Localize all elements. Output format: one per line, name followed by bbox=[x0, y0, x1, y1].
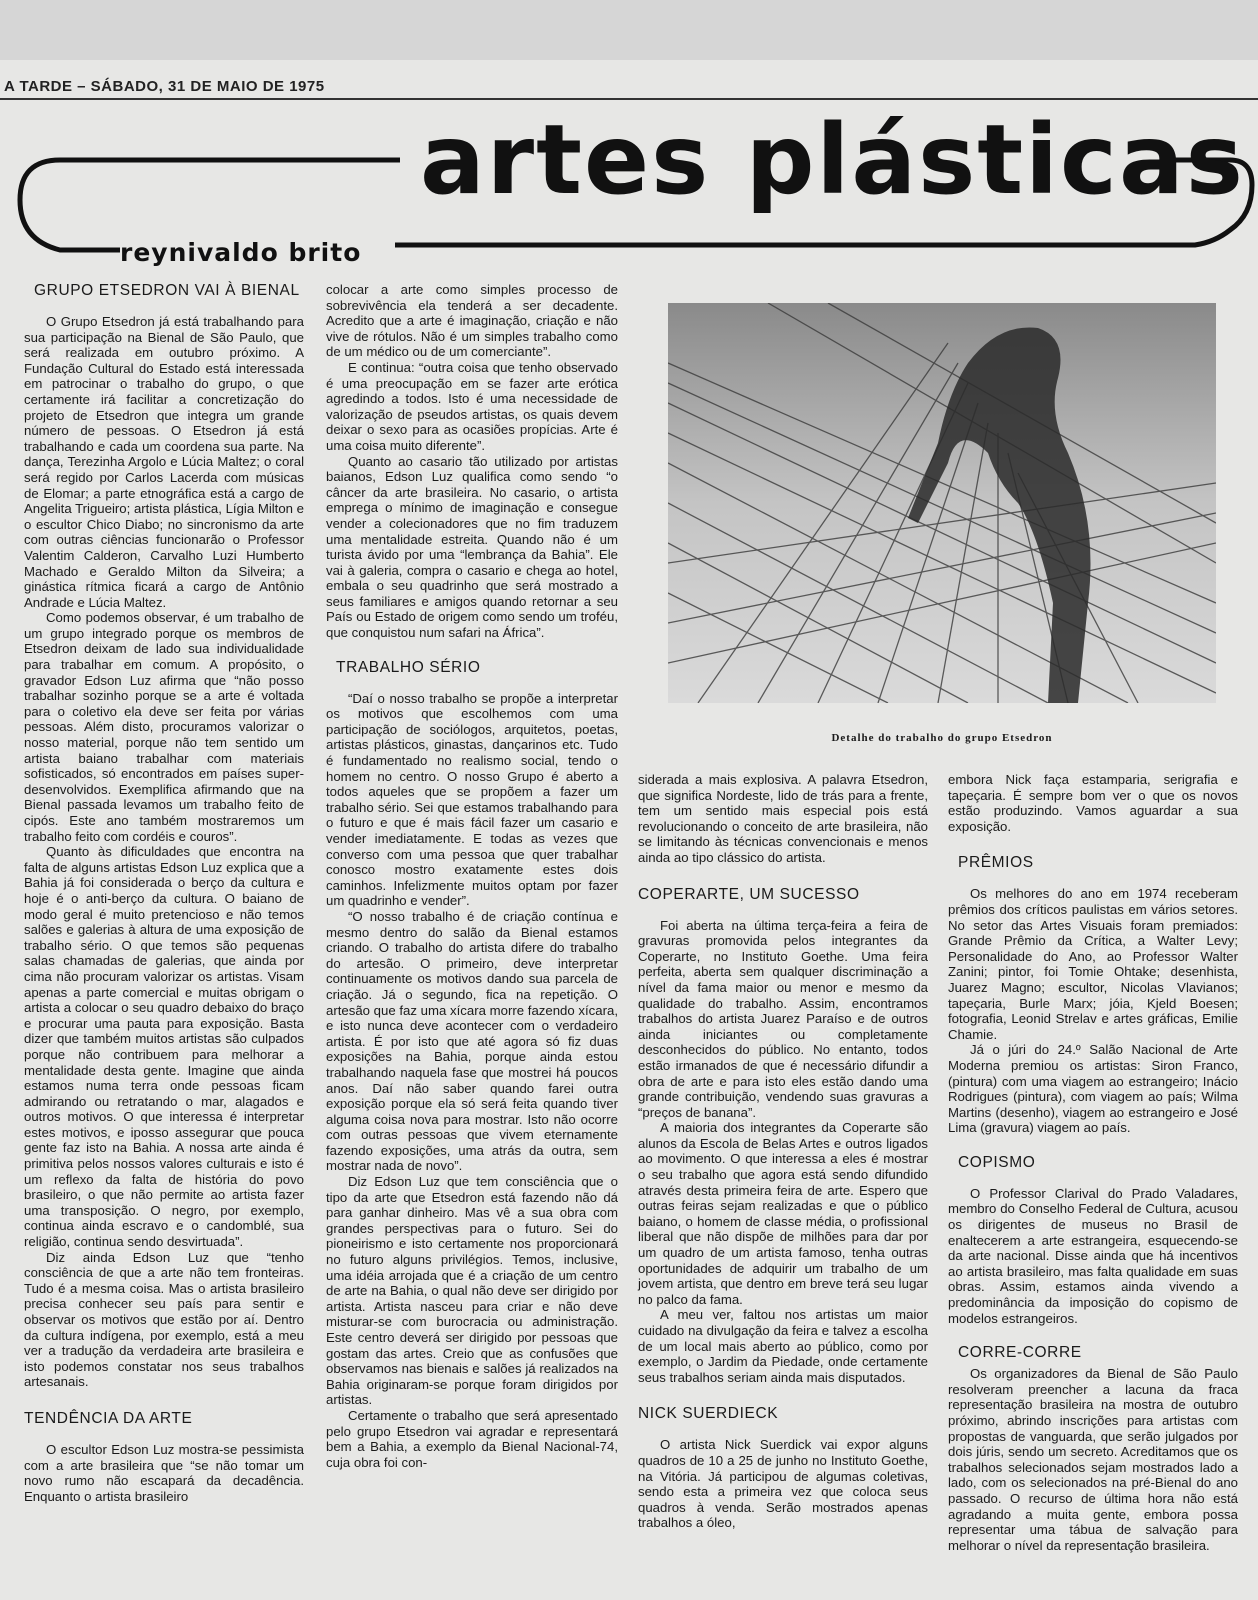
subhead-coperarte: COPERARTE, UM SUCESSO bbox=[638, 885, 860, 903]
photo-caption: Detalhe do trabalho do grupo Etsedron bbox=[831, 732, 1053, 744]
column-2 bbox=[326, 282, 618, 1470]
paragraph: A meu ver, faltou nos artistas um maior cuidado na divulgação da feira e talvez a escolha de um local mais aberto ao público, como por exemplo, o Jardim da Piedade, onde certamente seus trabalhos seriam ainda mais disputados. bbox=[638, 1307, 928, 1385]
paragraph: embora Nick faça estamparia, serigrafia e tapeçaria. É sempre bom ver o que os novos estão produzindo. Vamos aguardar a sua exposição. bbox=[948, 772, 1238, 834]
paragraph: Foi aberta na última terça-feira a feira de gravuras promovida pelos integrantes da Coperarte, no Instituto Goethe. Uma feira perfeita, aberta sem qualquer discriminação a nível da fama maior ou menor e mesmo da qualidade do trabalho. Assim, encontramos trabalhos do artista Juarez Paraíso e de outros ainda iniciantes ou completamente desconhecidos do público. No entanto, todos estão irmanados de que é necessário difundir a obra de arte e para isto eles estão dando uma grande contribuição, vendendo suas gravuras a “preços de banana”. bbox=[638, 917, 928, 1120]
column-1 bbox=[24, 282, 304, 1504]
paragraph: O escultor Edson Luz mostra-se pessimista com a arte brasileira que “se não tomar um novo rumo não escapará da decadência. Enquanto o artista brasileiro bbox=[24, 1441, 304, 1504]
paragraph: Como podemos observar, é um trabalho de um grupo integrado porque os membros de Etsedron deixam de lado sua individualidade para trabalhar em comum. A propósito, o gravador Edson Luz afirma que “não posso trabalhar sozinho porque se a arte é voltada para o coletivo ela deve ser feita por várias pessoas. Além disto, procuramos valorizar o nosso material, porque não tem sentido um artista baiano trabalhar com materiais sofisticados, só encontrados em países super-desenvolvidos. Exemplifica afirmando que na Bienal passada levamos um trabalho feito de cipós. Este ano também mostraremos um trabalho feito com cordéis e couros”. bbox=[24, 610, 304, 844]
headline-etsedron: GRUPO ETSEDRON VAI À BIENAL bbox=[34, 282, 300, 299]
paragraph: colocar a arte como simples processo de sobrevivência ela tenderá a ser decadente. Acredito que a arte é imaginação, criação e não vive de rótulos. Não é um simples trabalho como de um médico ou de um comerciante”. bbox=[326, 282, 618, 360]
paragraph: O artista Nick Suerdick vai expor alguns quadros de 10 a 25 de junho no Instituto Goethe, na Vitória. Já participou de algumas coletivas, sendo esta a primeira vez que coloca seus quadros à venda. Serão mostrados apenas trabalhos a óleo, bbox=[638, 1437, 928, 1531]
subhead-nick-suerdieck: NICK SUERDIECK bbox=[638, 1405, 779, 1423]
dateline: A TARDE – SÁBADO, 31 DE MAIO DE 1975 bbox=[4, 78, 325, 95]
photo-image bbox=[668, 303, 1216, 703]
paragraph: “Daí o nosso trabalho se propõe a interpretar os motivos que escolhemos com uma participação de sociólogos, arquitetos, poetas, artistas plásticos, ginastas, dançarinos etc. Tudo é fundamentado no realismo social, tendo o homem no centro. O nosso Grupo é aberto a todos aqueles que se propõem a fazer um trabalho sério. Sei que estamos trabalhando para o futuro e que é mais fácil fazer um casario e vender imediatamente. E todas as vezes que converso com uma pessoa que quer trabalhar conosco mostro exatamente estes dois caminhos. Infelizmente muitos optam por fazer um quadrinho e vender”. bbox=[326, 690, 618, 909]
subhead-trabalho-serio: TRABALHO SÉRIO bbox=[336, 658, 481, 676]
paragraph: Já o júri do 24.º Salão Nacional de Arte Moderna premiou os artistas: Siron Franco, (pintura) com uma viagem ao estrangeiro; Inácio Rodrigues (pintura), com viagem ao país; Wilma Martins (desenho), viagem ao estrangeiro e José Lima (gravura) viagem ao país. bbox=[948, 1042, 1238, 1136]
paragraph: O Professor Clarival do Prado Valadares, membro do Conselho Federal de Cultura, acusou os dirigentes de museus no Brasil de enaltecerem a arte estrangeira, esquecendo-se da arte nacional. Disse ainda que há incentivos ao artista brasileiro, mas falta qualidade em suas obras. Assim, estamos ainda vivendo a predominância da imposição do copismo de modelos estrangeiros. bbox=[948, 1185, 1238, 1326]
paragraph: Diz ainda Edson Luz que “tenho consciência de que a arte não tem fronteiras. Tudo é a mesma coisa. Mas o artista brasileiro precisa conhecer seu país para sentir e observar os motivos que estão por aí. Dentro da cultura indígena, por exemplo, está a meu ver a tradução da verdadeira arte brasileira e isto podemos constatar nos seus trabalhos artesanais. bbox=[24, 1249, 304, 1390]
subhead-premios: PRÊMIOS bbox=[958, 854, 1034, 872]
column-4 bbox=[948, 772, 1238, 1553]
paragraph: Os melhores do ano em 1974 receberam prêmios dos críticos paulistas em vários setores. No setor das Artes Visuais foram premiados: Grande Prêmio da Crítica, a Walter Levy; Personalidade do Ano, ao Professor Walter Zanini; pintor, foi Tomie Ohtake; desenhista, Juarez Magno; escultor, Nicolas Vlavianos; tapeçaria, Burle Marx; jóia, Kjeld Boesen; fotografia, Leonid Strelav e artes gráficas, Emilie Chamie. bbox=[948, 886, 1238, 1042]
byline: reynivaldo brito bbox=[120, 238, 362, 267]
paragraph: E continua: “outra coisa que tenho observado é uma preocupação em se fazer arte erótica agredindo a todos. Isto é uma necessidade de valorização de pseudos artistas, os quais devem deixar o sexo para as ocasiões propícias. Arte é uma coisa muito diferente”. bbox=[326, 359, 618, 453]
top-rule bbox=[0, 98, 1258, 100]
section-title: artes plásticas bbox=[420, 104, 1245, 216]
paragraph: Diz Edson Luz que tem consciência que o tipo da arte que Etsedron está fazendo não dá para ganhar dinheiro. Mas vê a sua obra com grandes perspectivas para o futuro. Sei do pioneirismo e isto certamente nos proporcionará no futuro alguns privilégios. Temos, inclusive, uma idéia arrojada que é a criação de um centro de arte na Bahia, o qual não deve ser dirigido por artista. Artista nasceu para criar e não deve misturar-se com burocracia ou administração. Este centro deverá ser dirigido por pessoas que gostam das artes. Creio que as confusões que observamos nas bienais e salões já realizados na Bahia originaram-se porque foram dirigidos por artistas. bbox=[326, 1174, 618, 1408]
paragraph: Certamente o trabalho que será apresentado pelo grupo Etsedron vai agradar e representará bem a Bahia, a exemplo da Bienal Nacional-74, cuja obra foi con- bbox=[326, 1407, 618, 1470]
subhead-corre-corre: CORRE-CORRE bbox=[958, 1344, 1082, 1362]
paragraph: “O nosso trabalho é de criação contínua e mesmo dentro do salão da Bienal estamos criando. O trabalho do artista difere do trabalho do artesão. O primeiro, deve interpretar continuamente os motivos dando sua parcela de criação. Já o segundo, fica na repetição. O artesão que faz uma xícara morre fazendo xícara, e isto nunca deve acontecer com o verdadeiro artista. É por isto que até agora só fiz duas exposições na Bahia, porque ainda estou trabalhando naquela fase que mostrei há poucos anos. Daí não saber quando farei outra exposição porque ela só será feita quando tiver alguma coisa nova para mostrar. Isto não ocorre com outras pessoas que vivem eternamente fazendo exposições, uma atrás da outra, sem mostrar nada de novo”. bbox=[326, 908, 618, 1174]
paragraph: Quanto ao casario tão utilizado por artistas baianos, Edson Luz qualifica como sendo “o câncer da arte brasileira. No casario, o artista emprega o mínimo de imaginação e consegue vender a colecionadores que no fim traduzem uma mentalidade estreita. Quando não é um turista ávido por uma “lembrança da Bahia”. Ele vai à galeria, compra o casario e chega ao hotel, embala o seu quadrinho que será mostrado a seus familiares e amigos quando retornar a seu País ou Estado de origem como sendo um troféu, que conquistou num safari na África”. bbox=[326, 453, 618, 641]
column-3 bbox=[638, 772, 928, 1531]
paragraph: A maioria dos integrantes da Coperarte são alunos da Escola de Belas Artes e outros ligados ao movimento. O que interessa a eles é mostrar o seu trabalho que agora está sendo difundido através desta primeira feira de arte. Espero que outras feiras sejam realizadas e que o público baiano, o homem de classe média, o profissional liberal que não dispõe de milhões para dar por um quadro de um artista famoso, tenha outras oportunidades de adquirir um trabalho de um jovem artista, que dentro em breve terá seu lugar no palco da fama. bbox=[638, 1120, 928, 1307]
subhead-tendencia: TENDÊNCIA DA ARTE bbox=[24, 1409, 193, 1427]
photo-etsedron bbox=[668, 303, 1216, 703]
paragraph: O Grupo Etsedron já está trabalhando para sua participação na Bienal de São Paulo, que será realizada em outubro próximo. A Fundação Cultural do Estado está interessada em patrocinar o trabalho do grupo, o que certamente irá facilitar a concretização do projeto de Etsedron que integra um grande número de pessoas. O Etsedron já está trabalhando e cada um coordena sua parte. Na dança, Terezinha Argolo e Lúcia Maltez; o coral será regido por Carlos Lacerda com músicas de Elomar; a parte etnográfica está a cargo de Angelita Trigueiro; artista plástica, Lígia Milton e o escultor Chico Diabo; no sincronismo da arte com outras ciências funcionarão o Professor Valentim Calderon, Carvalho Luzi Humberto Machado e Geraldo Milton da Silveira; a ginástica rítmica ficará a cargo de Antônio Andrade e Lúcia Maltez. bbox=[24, 314, 305, 610]
subhead-copismo: COPISMO bbox=[958, 1153, 1036, 1171]
paragraph: siderada a mais explosiva. A palavra Etsedron, que significa Nordeste, lido de trás para a frente, tem um sentido mais especial pois está revolucionando o conceito de arte brasileira, não se limitando às técnicas convencionais e menos ainda ao tipo clássico do artista. bbox=[638, 772, 928, 865]
paragraph: Quanto às dificuldades que encontra na falta de alguns artistas Edson Luz explica que a Bahia já foi considerada o berço da cultura e hoje é o anti-berço da cultura. O baiano de modo geral é muito pretencioso e não temos salões e galerias à altura de uma exposição de trabalho sério. O que temos são pequenas salas chamadas de galerias, que ainda por cima não procuram valorizar os artistas. Visam apenas a parte comercial e muitas obrigam o artista a colocar o seu quadro debaixo do braço e procurar uma pauta para exposição. Basta dizer que também muitos artistas são culpados porque não contribuem para melhorar a mentalidade desta gente. Imagine que ainda estamos numa terra onde pessoas ficam admirando ou retratando o mar, alagados e outros motivos. O que interessa é interpretar estes motivos, e iposso assegurar que pouca gente faz isto na Bahia. A nossa arte ainda é primitiva pelos nossos valores culturais e isto é um reflexo da falta de história do povo brasileiro, o que não permite ao artista fazer uma transposição. O negro, por exemplo, continua ainda escravo e o candomblé, sua religião, continua sendo desvirtuada”. bbox=[24, 844, 304, 1250]
paragraph: Os organizadores da Bienal de São Paulo resolveram preencher a lacuna da fraca representação brasileira na mostra de outubro próximo, abrindo inscrições para artistas com propostas de vanguarda, que serão julgados por dois júris, sendo um secreto. Acreditamos que os trabalhos selecionados sejam mostrados lado a lado, com os selecionados na pré-Bienal do ano passado. O recurso de última hora não está agradando a muita gente, embora possa representar uma tábua de salvação para melhorar o nível da representação brasileira. bbox=[948, 1366, 1238, 1553]
